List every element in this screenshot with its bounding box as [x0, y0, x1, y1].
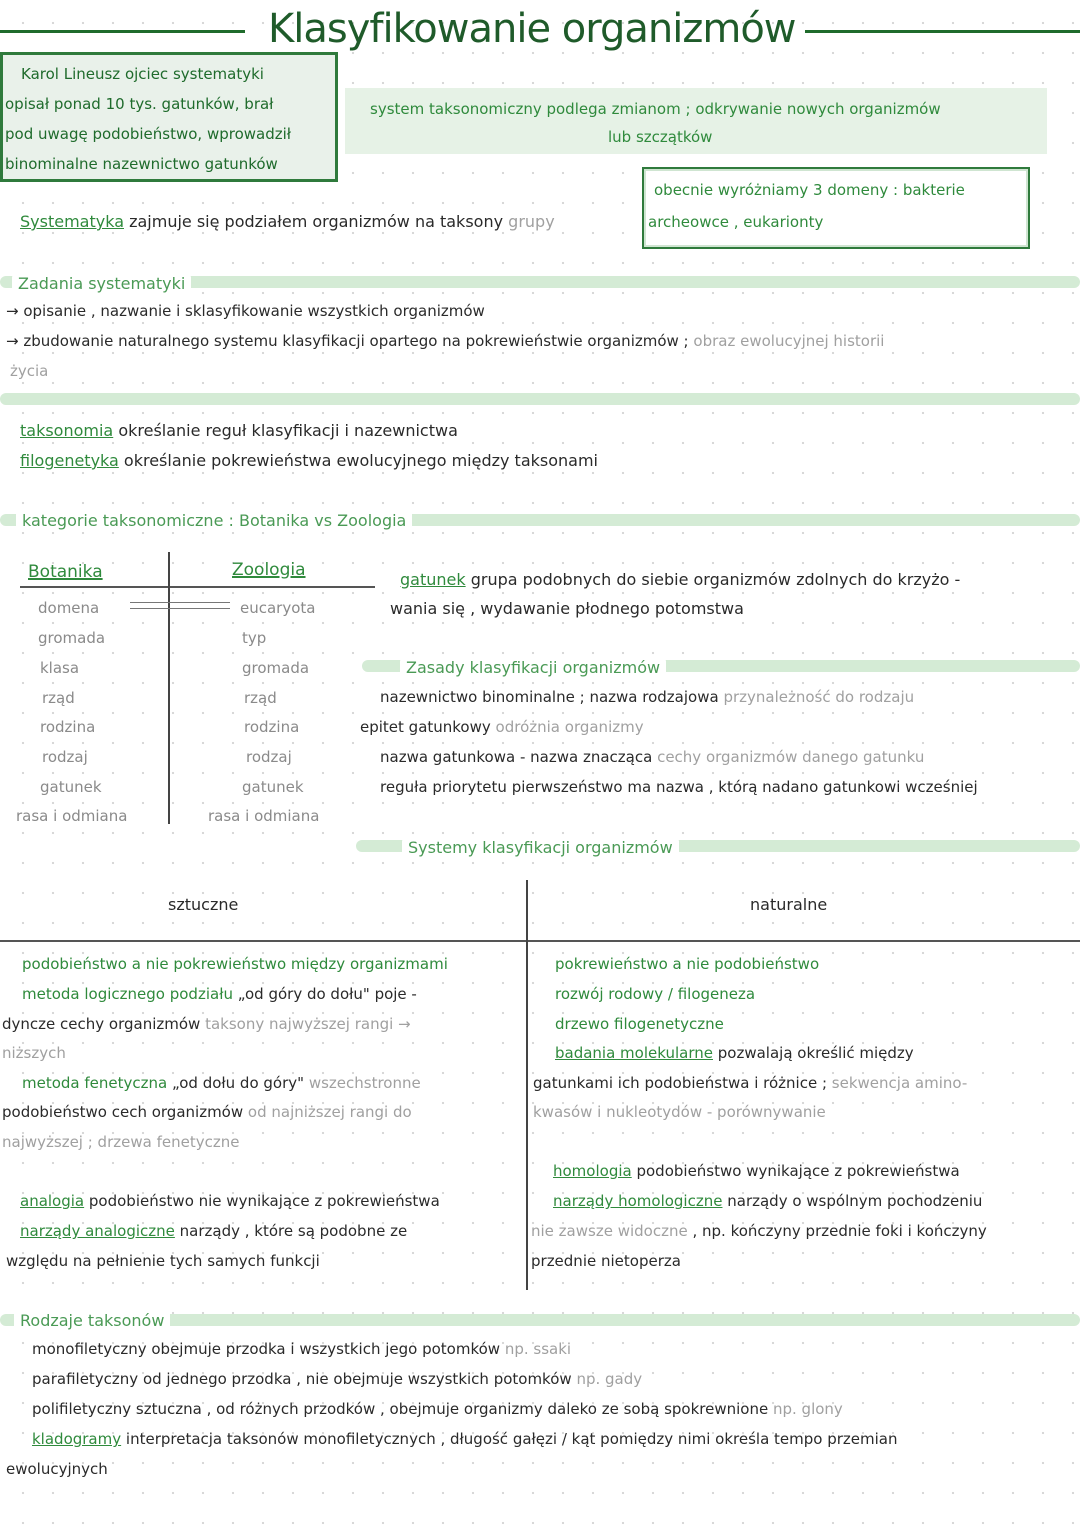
botany-header: Botanika — [28, 562, 103, 582]
tasks-header: Zadania systematyki — [12, 272, 191, 295]
artificial-line-10: względu na pełnienie tych samych funkcji — [6, 1252, 320, 1270]
taxon-type-2 — [32, 1370, 642, 1388]
systematics-note: grupy — [508, 212, 555, 231]
phylogenetics-text: określanie pokrewieństwa ewolucyjnego między taksonami — [123, 451, 598, 470]
title-rule-left — [0, 30, 245, 33]
artificial-line-8 — [20, 1192, 440, 1210]
zoology-rank-5: rodzina — [244, 718, 300, 736]
rule-1-term: nazewnictwo binominalne ; — [380, 688, 585, 706]
artificial-line-9 — [20, 1222, 407, 1240]
taxonomy-system-note — [345, 88, 1047, 154]
natural-line-4 — [555, 1044, 914, 1062]
natural-line-1: pokrewieństwo a nie podobieństwo — [555, 955, 820, 973]
artificial-line-3-text: dyncze cechy organizmów — [2, 1015, 201, 1033]
taxon-type-4 — [32, 1430, 897, 1448]
species-line-2: wania się , wydawanie płodnego potomstwa — [390, 599, 744, 618]
categories-table-rule — [20, 586, 375, 588]
taxon-type-1-note: np. ssaki — [504, 1340, 572, 1358]
domains-line-1: obecnie wyróżniamy 3 domeny : bakterie — [654, 181, 965, 199]
linneus-line-4: binominalne nazewnictwo gatunków — [5, 155, 278, 173]
taxonomy-line-2: lub szczątków — [608, 128, 713, 146]
taxon-type-2-term: parafiletyczny — [32, 1370, 139, 1388]
systems-artificial-label: sztuczne — [168, 895, 239, 914]
natural-line-4-text: pozwalają określić między — [717, 1044, 914, 1062]
artificial-line-3-note: taksony najwyższej rangi → — [205, 1015, 411, 1033]
homology-term: homologia — [553, 1162, 632, 1180]
rule-3-text: - nazwa znacząca — [519, 748, 653, 766]
botany-rank-5: rodzina — [40, 718, 96, 736]
taxon-type-2-text: od jednego przodka , nie obejmuje wszystkich potomków — [142, 1370, 572, 1388]
phylogenetics-definition — [20, 451, 598, 470]
botany-rank-1: domena — [38, 599, 100, 617]
natural-line-2: rozwój rodowy / filogeneza — [555, 985, 756, 1003]
homology-text: podobieństwo wynikające z pokrewieństwa — [636, 1162, 960, 1180]
taxon-type-3 — [32, 1400, 843, 1418]
artificial-line-3 — [2, 1015, 411, 1033]
systematics-term: Systematyka — [20, 212, 124, 231]
rule-3-term: nazwa gatunkowa — [380, 748, 516, 766]
artificial-line-6 — [2, 1103, 412, 1121]
artificial-line-2 — [22, 985, 417, 1003]
taxon-type-3-text: sztuczna , od różnych przodków , obejmuje organizmy daleko ze sobą spokrewnione — [135, 1400, 769, 1418]
taxon-type-1-text: obejmuje przodka i wszystkich jego potomków — [151, 1340, 501, 1358]
systems-table-rule — [0, 940, 1080, 942]
rule-3 — [380, 748, 924, 766]
systems-table-divider — [526, 880, 528, 1290]
natural-line-4-term: badania molekularne — [555, 1044, 713, 1062]
taxon-type-4-term: kladogramy — [32, 1430, 122, 1448]
natural-line-8 — [553, 1192, 982, 1210]
taxon-type-4-cont: ewolucyjnych — [6, 1460, 108, 1478]
systematics-text: zajmuje się podziałem organizmów na taksony — [129, 212, 504, 231]
artificial-line-5 — [22, 1074, 421, 1092]
domains-box — [642, 167, 1030, 249]
rule-2-term: epitet gatunkowy — [360, 718, 491, 736]
natural-line-6: kwasów i nukleotydów - porównywanie — [533, 1103, 826, 1121]
artificial-line-6-text: podobieństwo cech organizmów — [2, 1103, 244, 1121]
zoology-rank-2: typ — [242, 629, 267, 647]
species-term: gatunek — [400, 570, 466, 589]
natural-line-9 — [531, 1222, 987, 1240]
taxon-type-1 — [32, 1340, 571, 1358]
rule-4-term: reguła priorytetu — [380, 778, 507, 796]
task-item-2-text: → zbudowanie naturalnego systemu klasyfikacji opartego na pokrewieństwie organizmów ; — [6, 332, 689, 350]
taxa-header: Rodzaje taksonów — [14, 1309, 170, 1332]
zoology-rank-6: rodzaj — [246, 748, 292, 766]
botany-rank-4: rząd — [42, 689, 75, 707]
taxon-type-1-term: monofiletyczny — [32, 1340, 147, 1358]
linneus-line-2: opisał ponad 10 tys. gatunków, brał — [5, 95, 274, 113]
taxon-type-2-note: np. gady — [576, 1370, 643, 1388]
natural-line-9-text: , np. kończyny przednie foki i kończyny — [692, 1222, 987, 1240]
page-title: Klasyfikowanie organizmów — [268, 6, 796, 52]
botany-rank-3: klasa — [40, 659, 80, 677]
domains-line-2: archeowce , eukarionty — [648, 213, 824, 231]
zoology-rank-7: gatunek — [242, 778, 304, 796]
linneus-line-1: Karol Lineusz ojciec systematyki — [21, 65, 264, 83]
analogy-term: analogia — [20, 1192, 85, 1210]
task-item-2 — [6, 332, 884, 350]
taxon-type-4-text: interpretacja taksonów monofiletycznych , długość gałęzi / kąt pomiędzy nimi określa tempo przemian — [125, 1430, 898, 1448]
categories-header: kategorie taksonomiczne : Botanika vs Zoologia — [16, 509, 412, 532]
task-item-1: → opisanie , nazwanie i sklasyfikowanie wszystkich organizmów — [6, 302, 485, 320]
systems-natural-label: naturalne — [750, 895, 828, 914]
rule-1-text: nazwa rodzajowa — [589, 688, 719, 706]
linneus-box — [0, 52, 338, 182]
artificial-line-5-note: wszechstronne — [308, 1074, 421, 1092]
species-definition — [400, 570, 960, 589]
rule-3-note: cechy organizmów danego gatunku — [657, 748, 925, 766]
rule-2-note: odróżnia organizmy — [495, 718, 644, 736]
artificial-line-4: niższych — [2, 1044, 66, 1062]
zoology-rank-4: rząd — [244, 689, 277, 707]
taxonomy-line-1: system taksonomiczny podlega zmianom ; odkrywanie nowych organizmów — [370, 100, 941, 118]
artificial-line-2-term: metoda logicznego podziału — [22, 985, 233, 1003]
linneus-line-3: pod uwagę podobieństwo, wprowadził — [5, 125, 292, 143]
natural-line-5-note: sekwencja amino- — [831, 1074, 968, 1092]
systematics-definition — [20, 212, 555, 231]
categories-eq-line-1 — [130, 602, 230, 603]
categories-eq-line-2 — [130, 608, 230, 609]
homologous-organs-text: narządy o wspólnym pochodzeniu — [727, 1192, 983, 1210]
taxonomy-text: określanie reguł klasyfikacji i nazewnictwa — [118, 421, 458, 440]
taxonomy-definition — [20, 421, 458, 440]
species-line-1: grupa podobnych do siebie organizmów zdolnych do krzyżo - — [470, 570, 961, 589]
botany-rank-8: rasa i odmiana — [16, 807, 128, 825]
natural-line-5-text: gatunkami ich podobieństwa i różnice ; — [533, 1074, 828, 1092]
artificial-line-5-term: metoda fenetyczna — [22, 1074, 168, 1092]
artificial-line-2-text: „od góry do dołu" poje - — [237, 985, 417, 1003]
title-rule-right — [805, 30, 1080, 33]
natural-line-10: przednie nietoperza — [531, 1252, 681, 1270]
task-item-2-note: obraz ewolucyjnej historii — [693, 332, 885, 350]
analogy-text: podobieństwo nie wynikające z pokrewieństwa — [88, 1192, 440, 1210]
artificial-line-6-note: od najniższej rangi do — [247, 1103, 412, 1121]
zoology-rank-8: rasa i odmiana — [208, 807, 320, 825]
divider-bar — [0, 393, 1080, 405]
artificial-line-7: najwyższej ; drzewa fenetyczne — [2, 1133, 240, 1151]
taxon-type-3-term: polifiletyczny — [32, 1400, 132, 1418]
zoology-rank-3: gromada — [242, 659, 310, 677]
rule-2 — [360, 718, 644, 736]
task-item-2-cont: życia — [10, 362, 49, 380]
analogous-organs-term: narządy analogiczne — [20, 1222, 175, 1240]
rule-1 — [380, 688, 914, 706]
natural-line-7 — [553, 1162, 960, 1180]
rule-4 — [380, 778, 978, 796]
homologous-organs-term: narządy homologiczne — [553, 1192, 723, 1210]
systems-header: Systemy klasyfikacji organizmów — [402, 836, 679, 859]
rule-4-text: pierwszeństwo ma nazwa , którą nadano gatunkowi wcześniej — [511, 778, 978, 796]
taxon-type-3-note: np. glony — [772, 1400, 843, 1418]
artificial-line-1: podobieństwo a nie pokrewieństwo między organizmami — [22, 955, 448, 973]
natural-line-5 — [533, 1074, 967, 1092]
rules-header: Zasady klasyfikacji organizmów — [400, 656, 666, 679]
zoology-header: Zoologia — [232, 560, 306, 580]
rule-1-note: przynależność do rodzaju — [723, 688, 915, 706]
botany-rank-2: gromada — [38, 629, 106, 647]
categories-table-divider — [168, 552, 170, 824]
botany-rank-7: gatunek — [40, 778, 102, 796]
zoology-rank-1: eucaryota — [240, 599, 316, 617]
natural-line-3: drzewo filogenetyczne — [555, 1015, 724, 1033]
taxonomy-term: taksonomia — [20, 421, 114, 440]
analogous-organs-text: narządy , które są podobne ze — [179, 1222, 408, 1240]
natural-line-9-note: nie zawsze widoczne — [531, 1222, 688, 1240]
botany-rank-6: rodzaj — [42, 748, 88, 766]
phylogenetics-term: filogenetyka — [20, 451, 119, 470]
artificial-line-5-text: „od dołu do góry" — [171, 1074, 305, 1092]
